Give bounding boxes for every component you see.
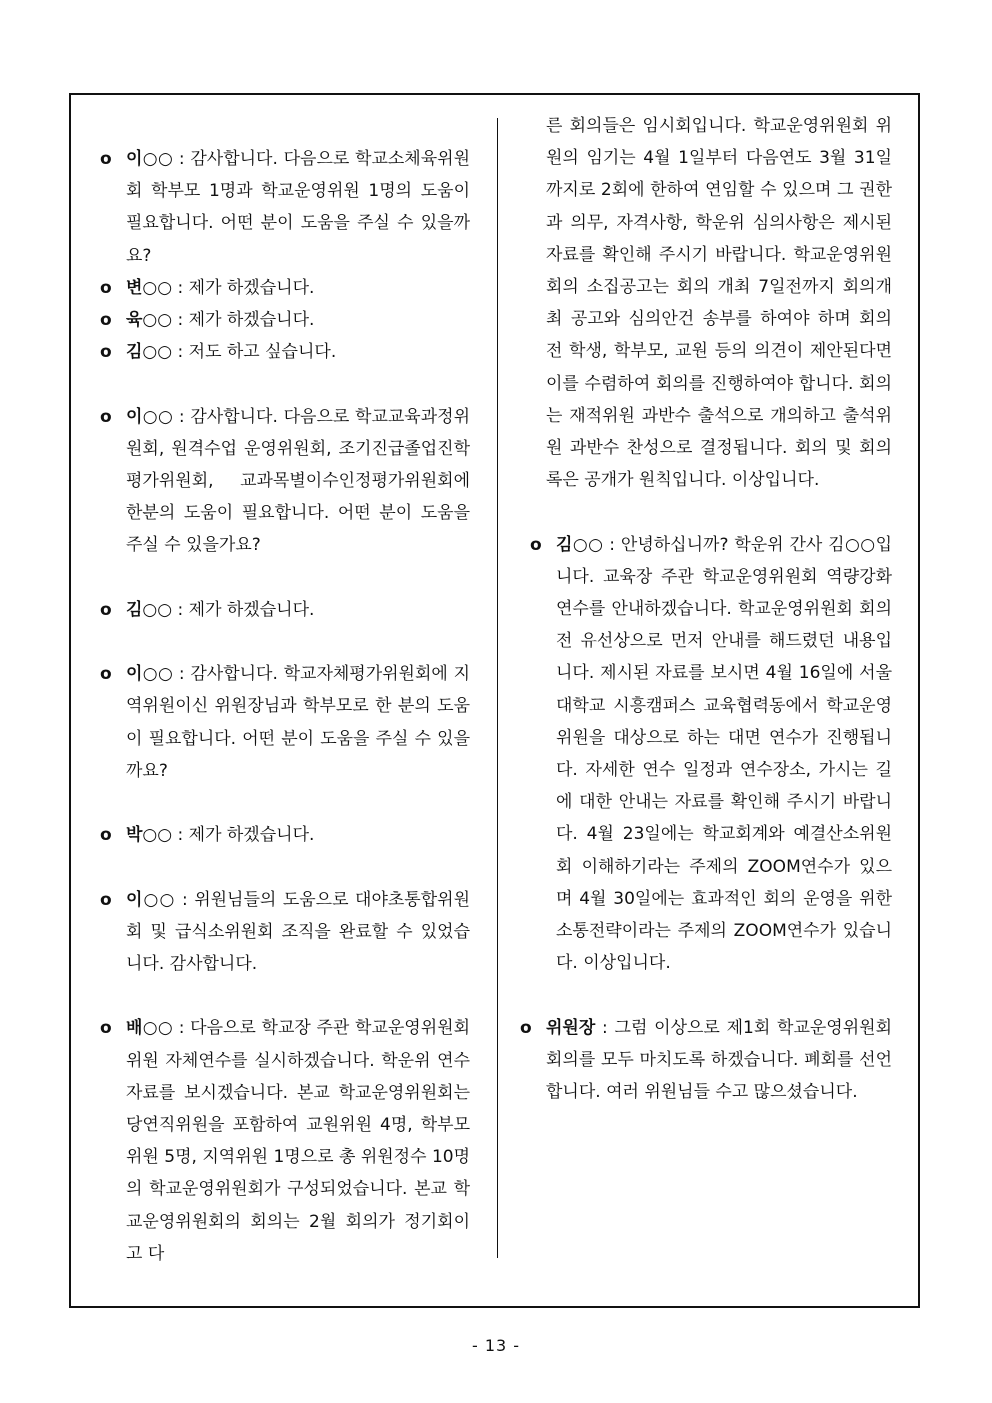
separator: : — [172, 825, 189, 846]
separator: : — [173, 664, 191, 685]
speaker-name: 이○○ — [126, 664, 174, 685]
entry-text: 다음으로 학교장 주관 학교운영위원회 위원 자체연수를 실시하겠습니다. 학운위 연수자료를 보시겠습니다. 본교 학교운영위원회는 당연직위원을 포함하여 교원위원 4명, 학부모위원 5명, 지역위원 1명으로 총 위원정수 10명의 학교운영위원회가 구성되었습니다. 본교 학교운영위원회의 회의는 2월 회의가 정기회이고 다 — [126, 1018, 470, 1264]
bullet-marker: o — [100, 599, 112, 620]
bullet-marker: o — [100, 277, 112, 298]
spacer — [100, 562, 470, 594]
bullet-marker: o — [100, 149, 112, 169]
entry-text: 저도 하고 싶습니다. — [188, 342, 337, 363]
bullet-marker: o — [100, 825, 112, 846]
entry-text: 위원님들의 도움으로 대야초통합위원회 및 급식소위원회 조직을 완료할 수 있었습니다. 감사합니다. — [126, 889, 470, 974]
separator: : — [172, 277, 189, 298]
spacer — [100, 626, 470, 658]
minutes-entry — [100, 272, 470, 304]
speaker-name: 김○○ — [556, 534, 604, 555]
speaker-name: 이○○ — [126, 406, 174, 427]
page-number: - 13 - — [471, 1336, 521, 1355]
bullet-marker: o — [100, 664, 112, 685]
separator: : — [172, 310, 189, 331]
minutes-entry — [100, 143, 470, 272]
spacer — [100, 787, 470, 819]
speaker-name: 이○○ — [126, 149, 174, 169]
minutes-entry — [100, 336, 470, 368]
minutes-entry — [100, 401, 470, 562]
minutes-entry — [100, 884, 470, 981]
entry-text: 제가 하겠습니다. — [188, 825, 315, 846]
minutes-entry — [100, 1012, 470, 1270]
bullet-marker: o — [520, 1017, 532, 1038]
bullet-marker: o — [100, 342, 112, 363]
spacer — [100, 980, 470, 1012]
speaker-name: 변○○ — [126, 277, 173, 298]
entry-text: 감사합니다. 학교자체평가위원회에 지역위원이신 위원장님과 학부모로 한 분의 도움이 필요합니다. 어떤 분이 도움을 주실 수 있을까요? — [126, 664, 470, 781]
separator: : — [173, 1018, 191, 1039]
minutes-entry — [520, 1012, 892, 1109]
spacer — [520, 979, 892, 1011]
minutes-entry — [100, 594, 470, 626]
entry-text: 감사합니다. 다음으로 학교교육과정위원회, 원격수업 운영위원회, 조기진급졸업진학평가위원회, 교과목별이수인정평가위원회에 한분의 도움이 필요합니다. 어떤 분이 도움을 주실 수 있을가요? — [126, 406, 470, 556]
entry-text: 제가 하겠습니다. — [188, 310, 315, 331]
minutes-entry — [100, 304, 470, 336]
bullet-marker: o — [530, 534, 542, 555]
speaker-name: 이○○ — [126, 889, 176, 910]
speaker-name: 김○○ — [126, 342, 173, 363]
separator: : — [172, 342, 189, 363]
separator: : — [173, 406, 191, 427]
entry-text: 안녕하십니까? 학운위 간사 김○○입니다. 교육장 주관 학교운영위원회 역량강화 연수를 안내하겠습니다. 학교운영위원회 회의전 유선상으로 먼저 안내를 해드렸던 내용입니다. 제시된 자료를 보시면 4월 16일에 서울대학교 시흥캠퍼스 교육협력동에서 학교운영위원을 대상으로 하는 대면 연수가 진행됩니다. 자세한 연수 일정과 연수장소, 가시는 길에 대한 안내는 자료를 확인해 주시기 바랍니다. 4월 23일에는 학교회계와 예결산소위원회 이해하기라는 주제의 ZOOM연수가 있으며 4월 30일에는 효과적인 회의 운영을 위한 소통전략이라는 주제의 ZOOM연수가 있습니다. 이상입니다. — [556, 534, 893, 974]
entry-text: 그럼 이상으로 제1회 학교운영위원회 회의를 모두 마치도록 하겠습니다. 폐회를 선언합니다. 여러 위원님들 수고 많으셨습니다. — [546, 1017, 892, 1103]
bullet-marker: o — [100, 889, 112, 910]
entry-text: 제가 하겠습니다. — [188, 599, 315, 620]
speaker-name: 위원장 — [546, 1017, 596, 1038]
minutes-entry — [530, 529, 892, 980]
entry-text: 제가 하겠습니다. — [188, 277, 315, 298]
spacer — [520, 496, 892, 528]
separator: : — [175, 889, 195, 910]
spacer — [100, 368, 470, 400]
bullet-marker: o — [100, 406, 112, 427]
speaker-name: 김○○ — [126, 599, 173, 620]
minutes-entry — [100, 819, 470, 851]
left-column — [100, 143, 470, 1270]
bullet-marker: o — [100, 1018, 112, 1039]
separator: : — [173, 149, 191, 169]
right-column — [520, 110, 892, 1108]
entry-text: 감사합니다. 다음으로 학교소체육위원회 학부모 1명과 학교운영위원 1명의 도움이 필요합니다. 어떤 분이 도움을 주실 수 있을까요? — [126, 149, 470, 266]
speaker-name: 육○○ — [126, 310, 173, 331]
speaker-name: 배○○ — [126, 1018, 173, 1039]
minutes-entry — [100, 658, 470, 787]
separator: : — [603, 534, 621, 555]
minutes-entry-continued — [520, 110, 892, 496]
bullet-marker: o — [100, 310, 112, 331]
entry-text: 른 회의들은 임시회입니다. 학교운영위원회 위원의 임기는 4월 1일부터 다음연도 3월 31일까지로 2회에 한하여 연임할 수 있으며 그 권한과 의무, 자격사항, 학운위 심의사항은 제시된 자료를 확인해 주시기 바랍니다. 학교운영위원회의 소집공고는 회의 개최 7일전까지 회의개최 공고와 심의안건 송부를 하여야 하며 회의 전 학생, 학부모, 교원 등의 의견이 제안된다면 이를 수렴하여 회의를 진행하여야 합니다. 회의는 재적위원 과반수 출석으로 개의하고 출석위원 과반수 찬성으로 결정됩니다. 회의 및 회의록은 공개가 원칙입니다. 이상입니다. — [546, 116, 892, 491]
separator: : — [172, 599, 189, 620]
speaker-name: 박○○ — [126, 825, 173, 846]
spacer — [100, 851, 470, 883]
separator: : — [595, 1017, 615, 1038]
column-divider — [497, 118, 498, 1258]
